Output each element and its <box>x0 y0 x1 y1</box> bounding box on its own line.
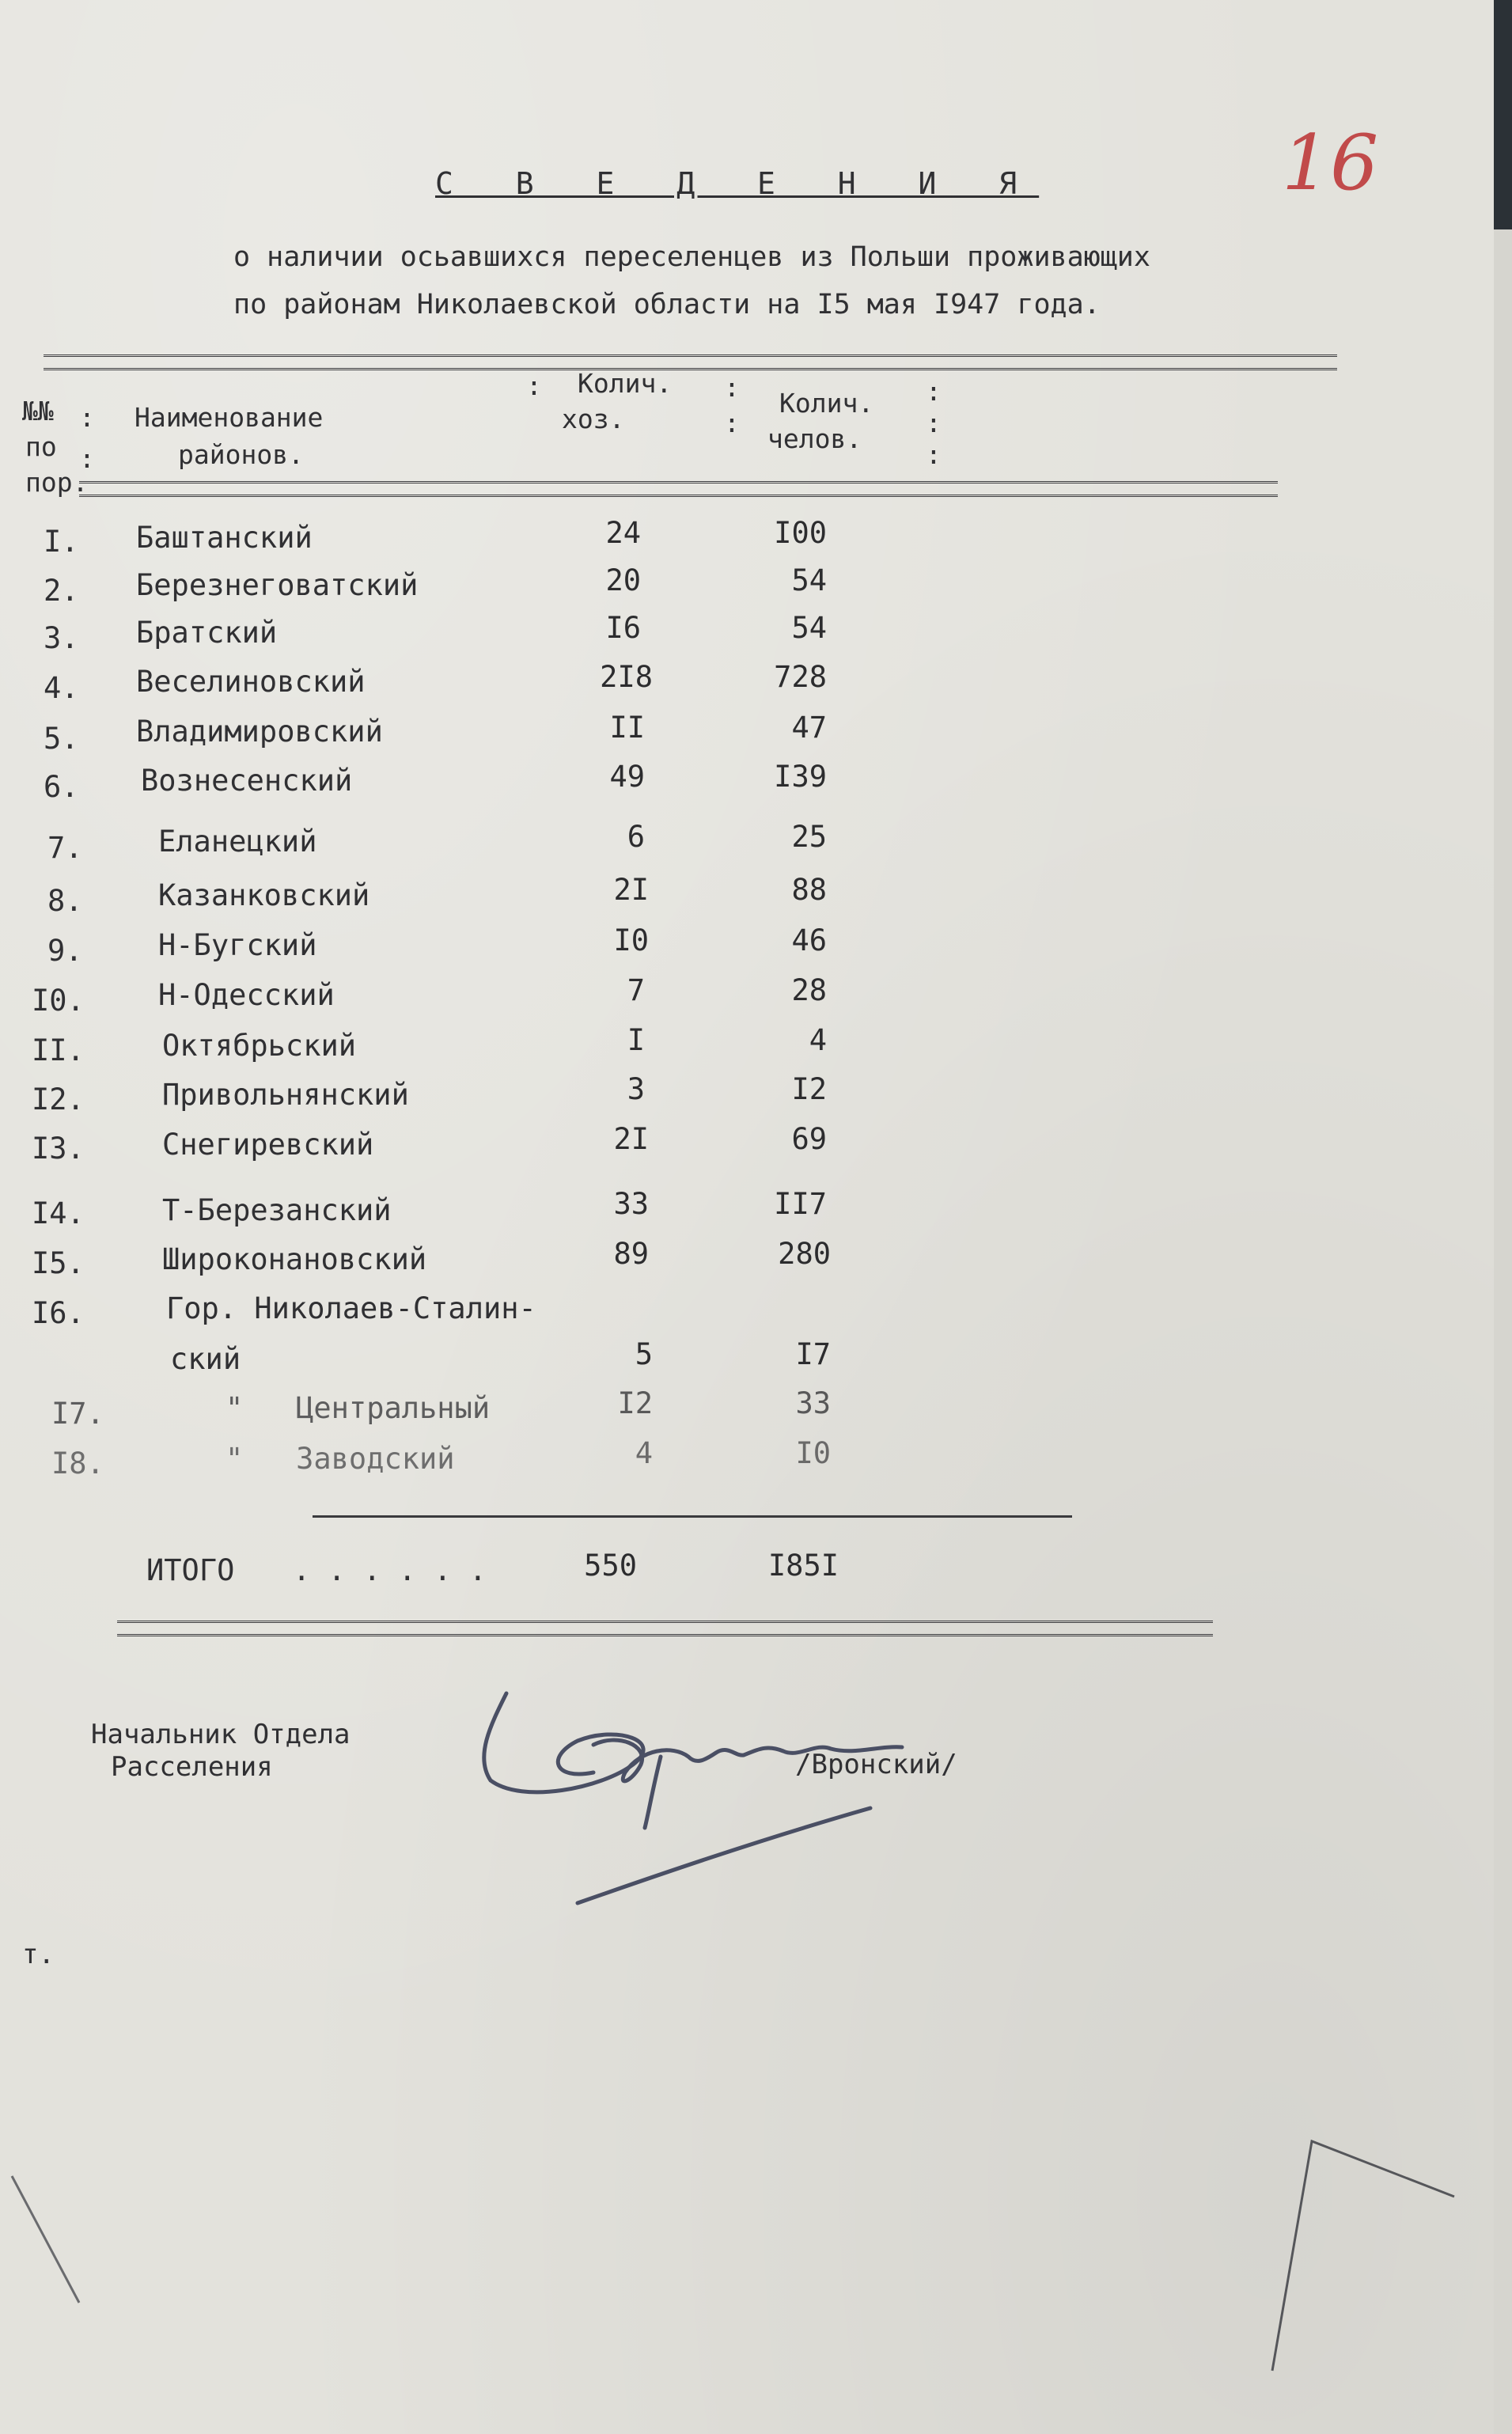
subtitle-line-2: по районам Николаевской области на I5 мая I947 года. <box>233 289 1101 320</box>
row-households: I <box>627 1023 645 1057</box>
header-top-rule <box>44 354 1337 370</box>
row-district: Широконановский <box>162 1242 427 1276</box>
header-people-line-1: Колич. <box>779 388 874 419</box>
row-households: 3 <box>627 1072 645 1106</box>
total-people: I85I <box>767 1549 839 1583</box>
row-district: Н-Бугский <box>158 928 317 962</box>
row-number: I6. <box>32 1296 85 1330</box>
header-name-line-2: районов. <box>178 439 304 470</box>
row-households: 2I8 <box>600 660 653 694</box>
row-number: I5. <box>32 1246 85 1280</box>
row-district: Вознесенский <box>141 764 353 798</box>
row-households: 6 <box>627 820 645 854</box>
row-people: 54 <box>791 611 827 645</box>
row-number: I2. <box>32 1082 85 1117</box>
row-district: Привольнянский <box>162 1078 409 1112</box>
row-number: I3. <box>32 1132 85 1166</box>
row-households: 4 <box>635 1436 653 1470</box>
row-district: Н-Одесский <box>158 978 335 1012</box>
row-number: I0. <box>32 984 85 1018</box>
total-label: ИТОГО <box>146 1553 235 1587</box>
row-people: 88 <box>791 873 827 907</box>
underlying-page-edge <box>1494 229 1512 2434</box>
row-number: I8. <box>51 1446 104 1480</box>
row-district: Баштанский <box>136 521 313 555</box>
row-number: 9. <box>47 934 83 968</box>
footer-mark: т. <box>22 1939 55 1970</box>
row-households: 33 <box>613 1187 649 1221</box>
folded-corner <box>1256 2133 1462 2387</box>
row-district: Гор. Николаев-Сталин- <box>166 1291 536 1325</box>
row-number: 8. <box>47 884 83 918</box>
row-number: 5. <box>44 722 79 756</box>
row-households: I0 <box>613 923 649 957</box>
row-households: 24 <box>605 516 641 550</box>
row-people: I2 <box>791 1072 827 1106</box>
header-households-line-2: хоз. <box>562 404 625 434</box>
row-households: 2I <box>613 873 649 907</box>
row-households: 7 <box>627 973 645 1007</box>
row-people: I00 <box>774 516 827 550</box>
row-people: 728 <box>774 660 827 694</box>
document-title: С В Е Д Е Н И Я <box>435 166 1040 201</box>
row-district: " Заводский <box>225 1442 455 1476</box>
footer-rule <box>117 1621 1213 1636</box>
row-district: Т-Березанский <box>162 1193 392 1227</box>
row-households: 89 <box>613 1237 649 1271</box>
signatory-name: /Вронский/ <box>795 1749 957 1780</box>
total-leader-dots: . . . . . . <box>293 1553 487 1587</box>
header-bottom-rule <box>79 481 1278 497</box>
header-name-line-1: Наименование <box>135 402 324 433</box>
row-households: I2 <box>617 1386 653 1420</box>
row-district: Октябрьский <box>162 1029 357 1063</box>
row-number: II. <box>32 1033 85 1067</box>
header-num-line-1: №№ <box>22 396 54 427</box>
row-people: 46 <box>791 923 827 957</box>
row-people: 47 <box>791 711 827 745</box>
row-district: Братский <box>136 616 278 650</box>
row-number: I7. <box>51 1397 104 1431</box>
row-district: Владимировский <box>136 715 383 749</box>
row-people: 33 <box>795 1386 831 1420</box>
row-number: 7. <box>47 831 83 865</box>
row-households: 20 <box>605 563 641 597</box>
row-households: II <box>609 711 645 745</box>
row-households: 5 <box>635 1337 653 1371</box>
row-households: 49 <box>609 760 645 794</box>
header-num-line-3: пор. <box>25 467 89 498</box>
row-district-continued: ский <box>170 1342 241 1376</box>
document-sheet: 16 С В Е Д Е Н И Я о наличии осьавшихся переселенцев из Польши проживающих по районам Николаевской области на I5 мая I947 года. №№ по пор. : : Наименование районов. : Колич. хоз. : : Колич. челов. : : : I. Баштанский 24 I00 2. Березнеговатский 20 54 3. Братский I6 54 4. Веселиновский 2I8 728 5. Владимировский II 47 6. Вознесенский 49 I39 7. Еланецкий 6 25 8. Казанковский 2I 88 9. Н-Бугский I0 46 I0. Н-Одесский 7 28 II. Октябрьский I 4 I2. Привольнянский 3 I2 I3. Снегиревский 2I 69 I4. Т-Березанский 33 II7 I5. Широконановский 89 280 I6. Гор. Николаев-Сталин- ский 5 I7 I7. " Центральный I2 33 I8. " Заводский 4 I0 ИТОГО . . . . . . 550 I85I Начальник Отдела Расселения /Вронский/ т. <box>0 0 1494 2434</box>
row-district: Березнеговатский <box>136 568 419 602</box>
subtitle-line-1: о наличии осьавшихся переселенцев из Польши проживающих <box>233 241 1150 273</box>
row-people: 54 <box>791 563 827 597</box>
row-number: I. <box>44 525 79 559</box>
total-separator-line <box>313 1515 1072 1518</box>
row-district: " Центральный <box>225 1391 491 1425</box>
row-people: 28 <box>791 973 827 1007</box>
row-number: 4. <box>44 671 79 705</box>
row-number: 2. <box>44 574 79 608</box>
handwritten-signature <box>459 1670 1013 1931</box>
row-number: I4. <box>32 1196 85 1230</box>
row-households: I6 <box>605 611 641 645</box>
header-people-line-2: челов. <box>767 423 862 454</box>
row-households: 2I <box>613 1122 649 1156</box>
row-district: Еланецкий <box>158 825 317 859</box>
header-households-line-1: Колич. <box>578 368 673 399</box>
row-district: Казанковский <box>158 878 370 912</box>
signatory-title-line-1: Начальник Отдела <box>91 1719 351 1750</box>
row-people: I0 <box>795 1436 831 1470</box>
row-people: 25 <box>791 820 827 854</box>
folio-number: 16 <box>1282 119 1379 207</box>
row-number: 3. <box>44 621 79 655</box>
total-households: 550 <box>584 1549 637 1583</box>
header-num-line-2: по <box>25 431 57 462</box>
row-number: 6. <box>44 770 79 804</box>
row-people: II7 <box>774 1187 827 1221</box>
row-district: Снегиревский <box>162 1128 374 1162</box>
worn-edge-mark <box>8 2168 103 2311</box>
row-people: I7 <box>795 1337 831 1371</box>
row-people: I39 <box>774 760 827 794</box>
row-people: 69 <box>791 1122 827 1156</box>
row-district: Веселиновский <box>136 665 366 699</box>
row-people: 280 <box>778 1237 831 1271</box>
row-people: 4 <box>809 1023 827 1057</box>
signatory-title-line-2: Расселения <box>111 1751 273 1783</box>
